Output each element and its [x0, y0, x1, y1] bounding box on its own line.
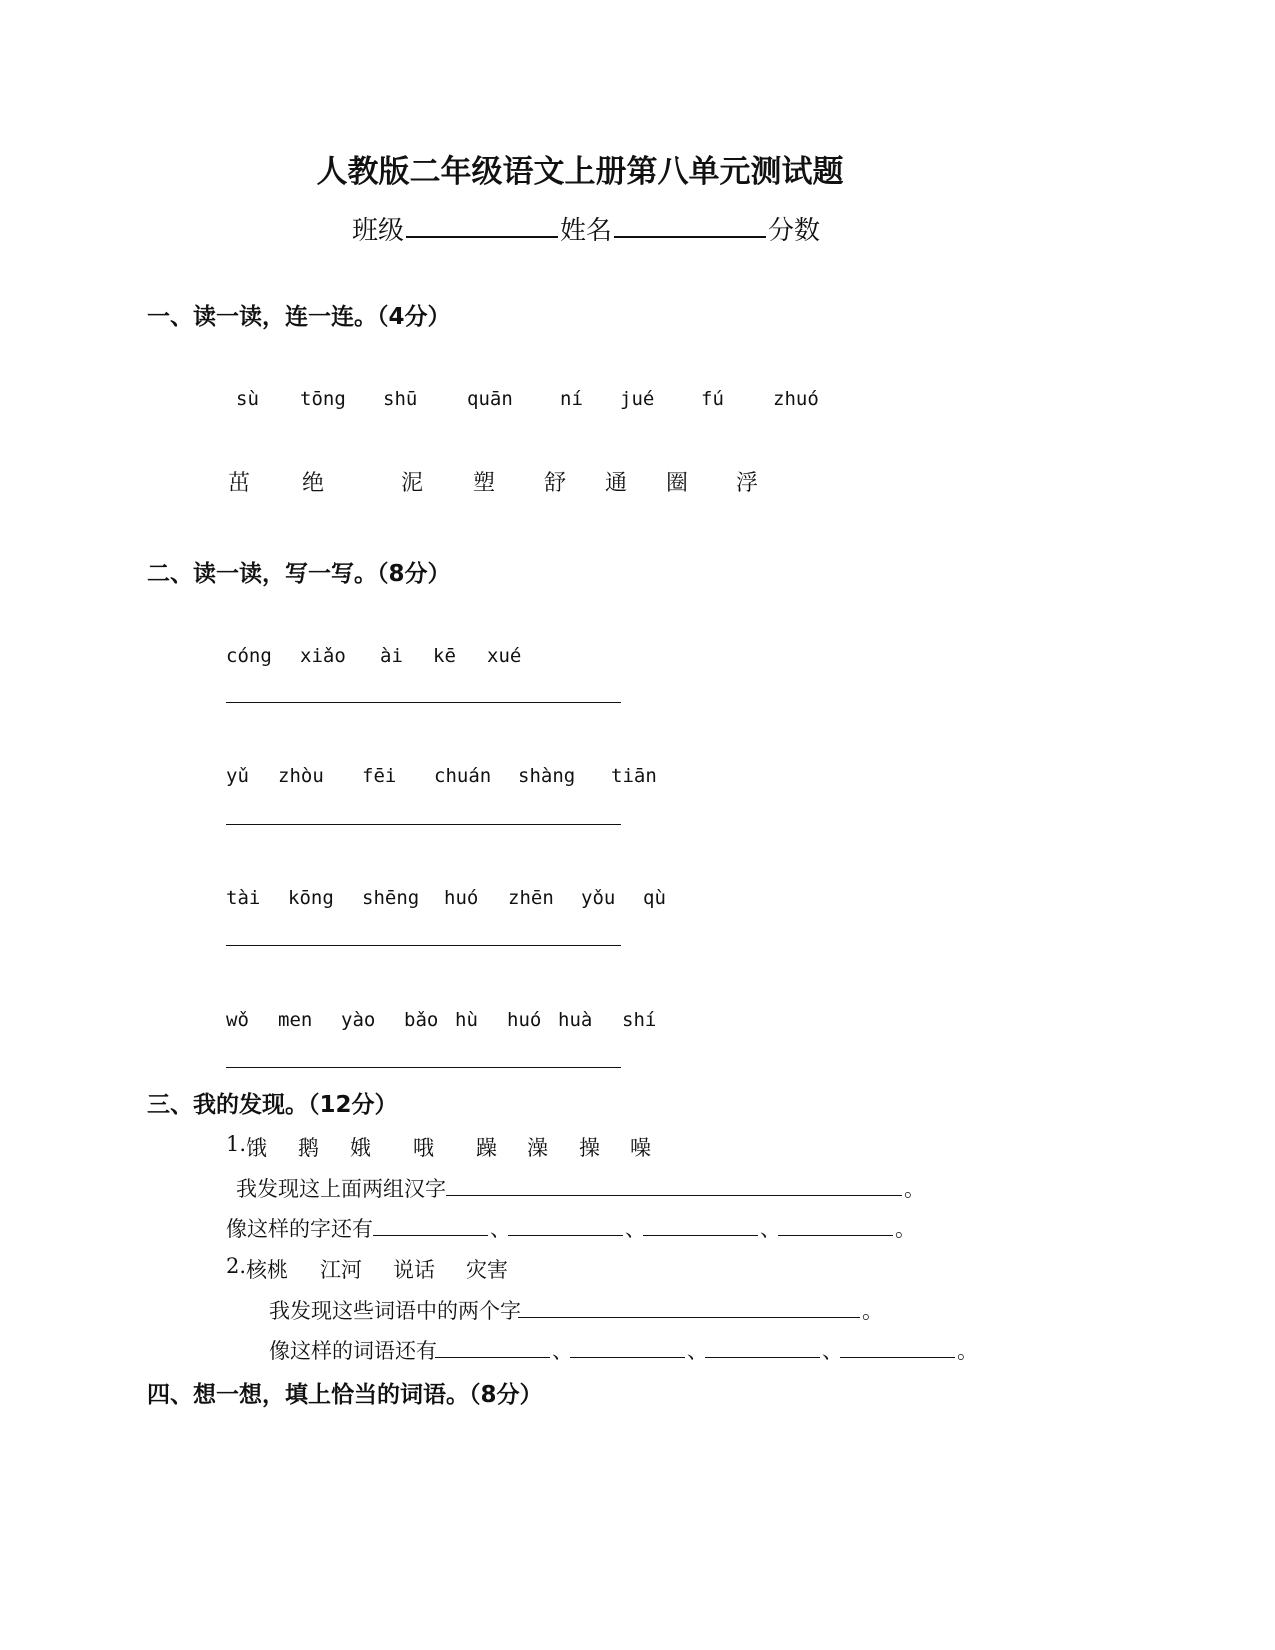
character-item: 躁	[476, 1136, 497, 1160]
pinyin-item: fú	[701, 388, 724, 410]
character-item: 茁	[228, 471, 251, 496]
answer-line[interactable]	[840, 1357, 955, 1358]
character-item: 圈	[666, 471, 689, 496]
character-item: 浮	[736, 471, 759, 496]
separator: 、	[687, 1339, 708, 1363]
pinyin-item: wǒ	[226, 1009, 249, 1031]
pinyin-item: kē	[433, 645, 456, 667]
pinyin-item: zhuó	[773, 388, 819, 410]
character-item: 通	[605, 471, 628, 496]
section1-heading: 一、读一读，连一连。（4分）	[147, 304, 451, 330]
character-item: 泥	[401, 471, 424, 496]
prompt-text: 像这样的词语还有	[269, 1339, 437, 1363]
period: 。	[895, 1217, 916, 1241]
word-item: 江河	[320, 1258, 362, 1282]
character-item: 娥	[350, 1136, 371, 1160]
pinyin-item: sù	[236, 388, 259, 410]
score-label: 分数	[768, 216, 821, 246]
pinyin-item: men	[278, 1009, 313, 1031]
answer-line[interactable]	[643, 1235, 758, 1236]
pinyin-item: hù	[455, 1009, 478, 1031]
period: 。	[957, 1339, 978, 1363]
pinyin-item: huó	[444, 887, 479, 909]
pinyin-item: bǎo	[404, 1009, 439, 1031]
answer-line[interactable]	[446, 1195, 902, 1196]
section3-heading: 三、我的发现。（12分）	[147, 1092, 398, 1118]
question-number: 2.	[226, 1254, 247, 1278]
separator: 、	[552, 1339, 573, 1363]
section4-heading: 四、想一想，填上恰当的词语。（8分）	[147, 1382, 543, 1408]
period: 。	[904, 1177, 925, 1201]
name-field[interactable]	[614, 236, 766, 238]
answer-line[interactable]	[705, 1357, 820, 1358]
pinyin-item: ài	[380, 645, 403, 667]
character-item: 塑	[473, 471, 496, 496]
answer-line[interactable]	[518, 1317, 860, 1318]
pinyin-item: qù	[643, 887, 666, 909]
answer-line[interactable]	[226, 702, 621, 703]
word-item: 灾害	[466, 1258, 508, 1282]
page-title: 人教版二年级语文上册第八单元测试题	[316, 154, 844, 190]
answer-line[interactable]	[226, 1067, 621, 1068]
prompt-text: 我发现这些词语中的两个字	[269, 1299, 521, 1323]
word-item: 核桃	[246, 1258, 288, 1282]
character-item: 鹅	[298, 1136, 319, 1160]
answer-line[interactable]	[778, 1235, 893, 1236]
pinyin-item: chuán	[434, 765, 492, 787]
pinyin-item: fēi	[362, 765, 397, 787]
pinyin-item: quān	[467, 388, 513, 410]
answer-line[interactable]	[435, 1357, 550, 1358]
answer-line[interactable]	[226, 824, 621, 825]
separator: 、	[760, 1217, 781, 1241]
character-item: 噪	[630, 1136, 651, 1160]
period: 。	[862, 1299, 883, 1323]
pinyin-item: yǒu	[581, 887, 616, 909]
pinyin-item: shàng	[518, 765, 576, 787]
pinyin-item: xué	[487, 645, 522, 667]
character-item: 操	[579, 1136, 600, 1160]
word-item: 说话	[393, 1258, 435, 1282]
pinyin-item: yào	[341, 1009, 376, 1031]
name-label: 姓名	[560, 216, 613, 246]
pinyin-item: zhēn	[508, 887, 554, 909]
character-item: 哦	[413, 1136, 434, 1160]
separator: 、	[490, 1217, 511, 1241]
pinyin-item: tài	[226, 887, 261, 909]
character-item: 澡	[527, 1136, 548, 1160]
pinyin-item: tōng	[300, 388, 346, 410]
answer-line[interactable]	[373, 1235, 488, 1236]
pinyin-item: ní	[560, 388, 583, 410]
class-field[interactable]	[406, 236, 558, 238]
pinyin-item: xiǎo	[300, 645, 346, 667]
pinyin-item: yǔ	[226, 765, 249, 787]
character-item: 饿	[246, 1136, 267, 1160]
class-label: 班级	[352, 216, 405, 246]
separator: 、	[822, 1339, 843, 1363]
pinyin-item: kōng	[288, 887, 334, 909]
answer-line[interactable]	[570, 1357, 685, 1358]
prompt-text: 我发现这上面两组汉字	[236, 1177, 446, 1201]
pinyin-item: jué	[620, 388, 655, 410]
character-item: 舒	[544, 471, 567, 496]
pinyin-item: shēng	[362, 887, 420, 909]
character-item: 绝	[302, 471, 325, 496]
separator: 、	[625, 1217, 646, 1241]
section2-heading: 二、读一读，写一写。（8分）	[147, 561, 451, 587]
question-number: 1.	[226, 1132, 247, 1156]
answer-line[interactable]	[226, 945, 621, 946]
pinyin-item: zhòu	[278, 765, 324, 787]
answer-line[interactable]	[508, 1235, 623, 1236]
pinyin-item: tiān	[611, 765, 657, 787]
pinyin-item: huó	[507, 1009, 542, 1031]
pinyin-item: huà	[558, 1009, 593, 1031]
pinyin-item: cóng	[226, 645, 272, 667]
pinyin-item: shí	[622, 1009, 657, 1031]
pinyin-item: shū	[383, 388, 418, 410]
prompt-text: 像这样的字还有	[226, 1217, 373, 1241]
